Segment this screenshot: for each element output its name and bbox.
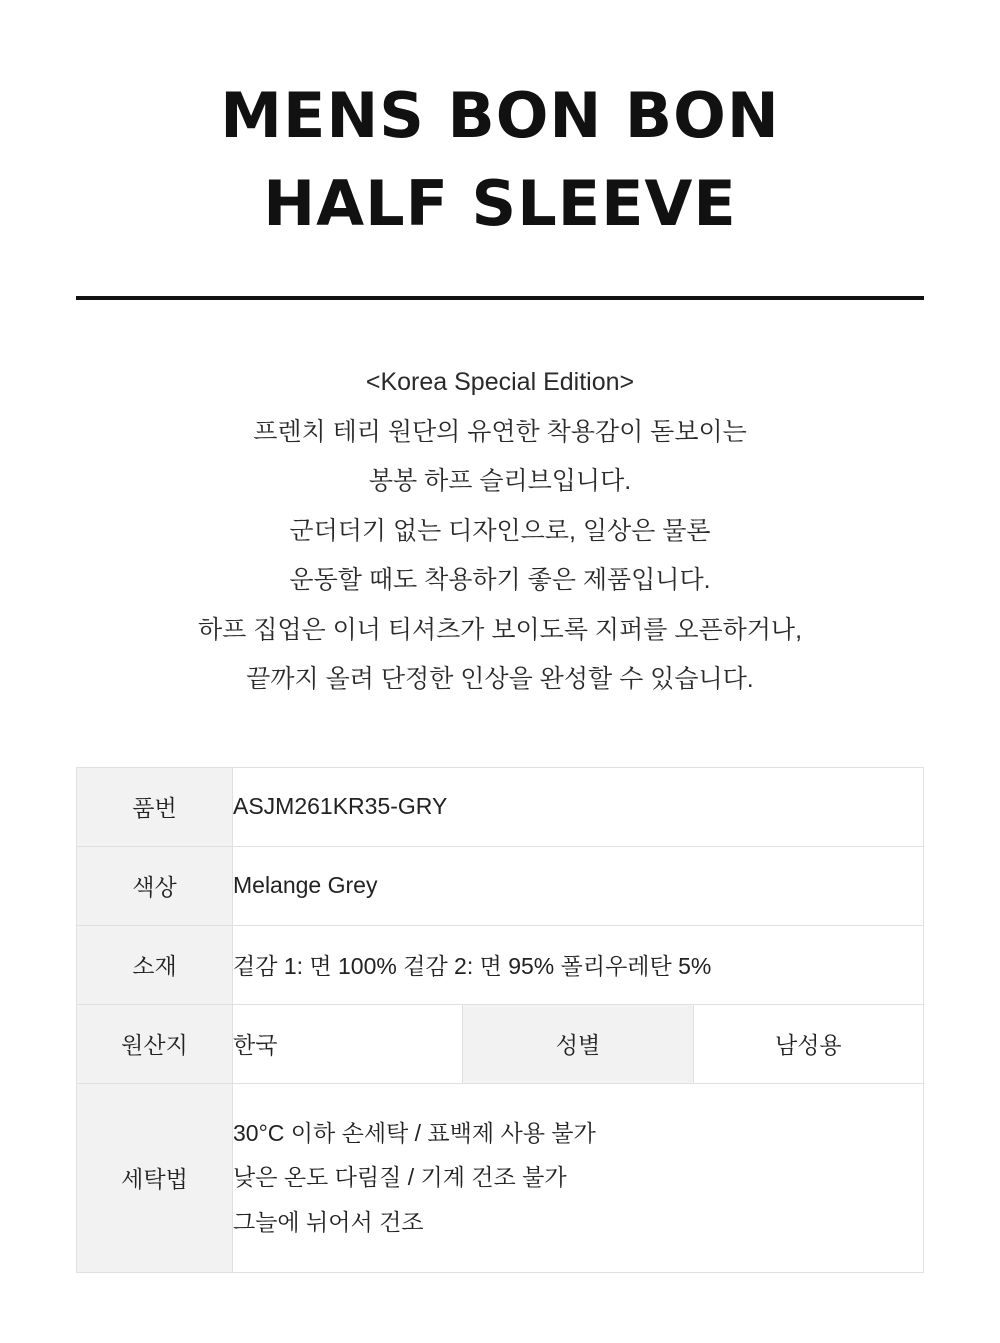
table-row: [77, 1083, 924, 1272]
spec-value-style-number: ASJM261KR35-GRY: [233, 767, 924, 846]
table-row: [77, 767, 924, 846]
description-line-3: 봉봉 하프 슬리브입니다.: [368, 467, 632, 496]
description-line-7: 끝까지 올려 단정한 인상을 완성할 수 있습니다.: [246, 665, 754, 694]
table-row: [77, 846, 924, 925]
description-line-6: 하프 집업은 이너 티셔츠가 보이도록 지퍼를 오픈하거나,: [197, 615, 803, 644]
spec-label-gender: 성별: [463, 1004, 693, 1083]
product-title: [0, 0, 1000, 248]
product-description: [50, 358, 950, 705]
product-spec-table: [76, 767, 924, 1273]
spec-value-origin: 한국: [233, 1004, 463, 1083]
spec-label-wash: 세탁법: [77, 1083, 233, 1272]
title-divider: [76, 296, 924, 300]
description-line-2: 프렌치 테리 원단의 유연한 착용감이 돋보이는: [253, 417, 747, 446]
spec-value-color: Melange Grey: [233, 846, 924, 925]
table-row: [77, 925, 924, 1004]
spec-label-origin: 원산지: [77, 1004, 233, 1083]
spec-value-material: 겉감 1: 면 100% 겉감 2: 면 95% 폴리우레탄 5%: [233, 925, 924, 1004]
spec-value-wash: [233, 1083, 924, 1272]
spec-value-gender: 남성용: [693, 1004, 923, 1083]
wash-instruction-line-1: 30°C 이하 손세탁 / 표백제 사용 불가: [233, 1120, 596, 1147]
description-line-5: 운동할 때도 착용하기 좋은 제품입니다.: [289, 566, 711, 595]
description-line-4: 군더더기 없는 디자인으로, 일상은 물론: [289, 516, 711, 545]
spec-label-style-number: 품번: [77, 767, 233, 846]
wash-instruction-line-2: 낮은 온도 다림질 / 기계 건조 불가: [233, 1164, 567, 1191]
spec-label-material: 소재: [77, 925, 233, 1004]
product-title-line-1: MENS BON BON: [220, 79, 780, 152]
table-row: [77, 1004, 924, 1083]
wash-instruction-line-3: 그늘에 뉘어서 건조: [233, 1208, 424, 1235]
product-title-line-2: HALF SLEEVE: [263, 167, 737, 241]
description-line-1: <Korea Special Edition>: [365, 368, 635, 397]
spec-label-color: 색상: [77, 846, 233, 925]
